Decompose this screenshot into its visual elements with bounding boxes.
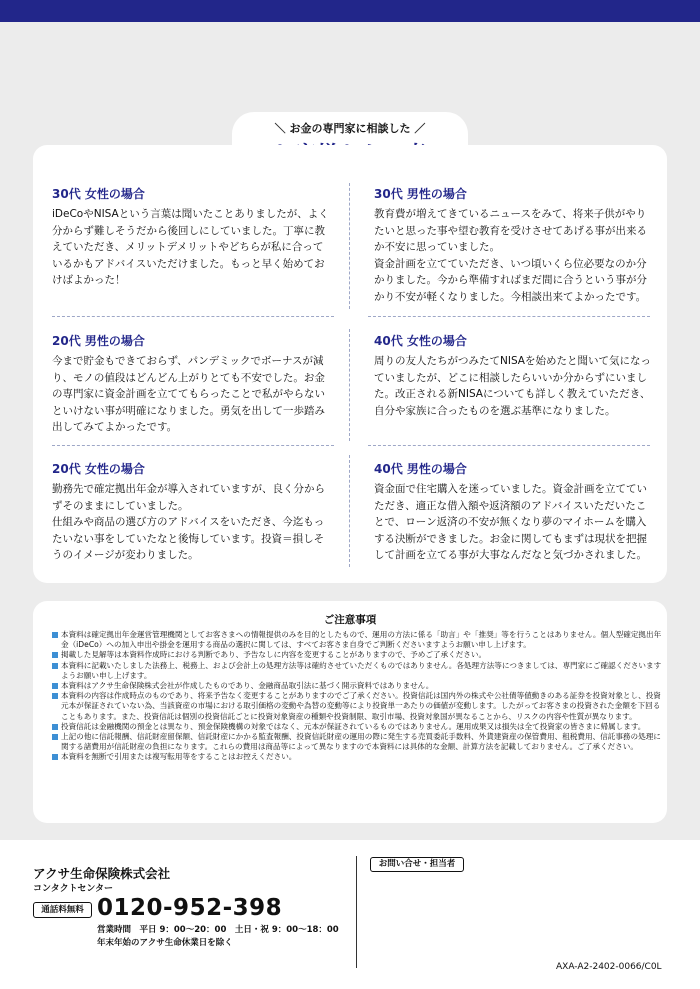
text-line: ただき、適正な借入額や返済額のアドバイスいただいたこ (374, 499, 647, 512)
bullet-square-icon (52, 724, 58, 730)
row-divider (52, 316, 334, 317)
text-line: いるかもアドバイスいただけました。もっと早く始めてお (52, 257, 325, 270)
notice-item (52, 691, 664, 722)
notice-item (52, 732, 664, 752)
text-line: かりました。今から準備すればまだ間に合うという事が分 (374, 274, 647, 286)
testimonial (52, 185, 334, 289)
testimonial-body (374, 353, 656, 419)
phone-number[interactable]: 0120-952-398 (97, 895, 283, 921)
bullet-square-icon (52, 734, 58, 740)
notice-text: 本資料は確定拠出年金運営管理機関としてお客さまへの情報提供のみを目的としたもので、運用の方法に係る「助言」や「推奨」等を行うことはありません。個人型確定拠出年金（iDeCo）への加入申出や掛金を運用する商品の選択に関しては、すべてお客さま自身でご判断くださいますようお願い申し上げます。 (61, 630, 662, 650)
text-line: とで、ローン返済の不安が無くなり夢のマイホームを購入 (374, 516, 647, 528)
business-hours: 営業時間 平日 9：00〜20：00 土日・祝 9：00〜18：00 (97, 925, 339, 935)
text-line: iDeCoやNISAという言葉は聞いたことありましたが、よく (52, 208, 329, 220)
document-code: AXA-A2-2402-0066/C0L (556, 962, 662, 972)
text-line: 自分や家族に合ったものを選ぶ基準になりました。 (374, 404, 616, 417)
text-line: の専門家に資金計画を立ててもらったことで私がやらない (52, 388, 325, 400)
text-line: して計画を立てる事が大事なんだなと気づかされました。 (374, 549, 647, 561)
notice-text: 本資料を無断で引用または複写転用等をすることはお控えください。 (61, 752, 297, 762)
text-line: する決断ができました。お金に関してもまずは現状を把握 (374, 532, 647, 545)
footer-divider (356, 856, 357, 968)
text-line: 今まで貯金もできておらず、パンデミックでボーナスが減 (52, 355, 324, 367)
holiday-note: 年末年始のアクサ生命休業日を除く (97, 938, 233, 948)
bullet-square-icon (52, 693, 58, 699)
bullet-square-icon (52, 683, 58, 689)
testimonial-body (374, 481, 656, 564)
text-line: たいない事をしていたなと後悔しています。投資＝損しそ (52, 532, 325, 545)
notice-item (52, 661, 664, 681)
column-divider (349, 455, 350, 567)
notice-text: 上記の他に信託報酬、信託財産留保額、信託財産にかかる監査報酬、投資信託財産の運用の際に発生する売買委託手数料、外貨建資産の保管費用、租税費用、信託事務の処理に関する諸費用が信託財産の負担になります。これらの費用は商品等によって異なりますので本資料には具体的な金額、計算方法を記載しておりません。ご了承ください。 (61, 732, 661, 752)
text-line: かり不安が軽くなりました。今相談出来てよかったです。 (374, 290, 647, 303)
text-line: ていましたが、どこに相談したらいいか分からずにいまし (374, 371, 647, 384)
testimonial-heading: 20代 女性の場合 (52, 462, 145, 476)
testimonial (52, 332, 334, 436)
notice-text: 本資料に記載いたしました法務上、税務上、および会計上の処理方法等は確約させていただくものではありません。各処理方法等につきましては、専門家にご確認くださいますようお願い申し上げます。 (61, 660, 662, 680)
testimonial-heading: 30代 男性の場合 (374, 187, 467, 201)
notice-item (52, 752, 664, 762)
notice-list (52, 630, 664, 763)
testimonial (52, 460, 334, 564)
bullet-square-icon (52, 632, 58, 638)
row-divider (52, 445, 334, 446)
text-line: といけない事が明確になりました。勇気を出して一歩踏み (52, 404, 325, 417)
notice-text: 本資料の内容は作成時点のものであり、将来予告なく変更することがありますのでご了承ください。投資信託は国内外の株式や公社債等値動きのある証券を投資対象とし、投資元本が保証されていない為、当該資産の市場における取引価格の変動や為替の変動等により投資単一あたりの価値が変動します。したがってお客さまの投資された金額を下回ることもあります。また、投資信託は個別の投資信託ごとに投資対象資産の種類や投資制限、取引市場、投資対象国が異なることから、リスクの内容や性質が異なります。 (61, 691, 661, 721)
notice-item (52, 681, 664, 691)
testimonial (374, 185, 656, 305)
text-line: けばよかった！ (52, 274, 126, 286)
text-line: えていただき、メリットデメリットやどちらが私に合って (52, 241, 324, 253)
text-line: 資金面で住宅購入を迷っていました。資金計画を立ててい (374, 483, 647, 495)
text-line: たいと思った事や望む教育を受けさせてあげる事が出来る (374, 224, 647, 237)
text-line: り、モノの値段はどんどん上がりとても不安でした。お金 (52, 371, 325, 384)
row-divider (368, 445, 650, 446)
text-line: 勤務先で確定拠出年金が導入されていますが、良く分から (52, 483, 325, 495)
text-line: た。改正される新NISAについても詳しく教えていただき、 (374, 388, 651, 400)
notice-title: ご注意事項 (323, 614, 377, 626)
text-line: ずそのままにしていました。 (52, 499, 189, 512)
text-line: うのイメージが変わりました。 (52, 549, 199, 561)
toll-free-badge: 通話料無料 (33, 902, 92, 918)
header-subtitle: ＼ お金の専門家に相談した ／ (274, 122, 426, 135)
testimonial-heading: 30代 女性の場合 (52, 187, 145, 201)
text-line: 周りの友人たちがつみたてNISAを始めたと聞いて気になっ (374, 355, 651, 367)
text-line: か不安に思っていました。 (374, 241, 500, 253)
top-color-bar (0, 0, 700, 22)
bullet-square-icon (52, 663, 58, 669)
notice-text: 掲載した見解等は本資料作成時における判断であり、予告なしに内容を変更することがありますので、予めご了承ください。 (61, 650, 487, 660)
row-divider (368, 316, 650, 317)
bullet-square-icon (52, 754, 58, 760)
header-subtitle-text: お金の専門家に相談した (289, 122, 411, 135)
text-line: 出してみてよかったです。 (52, 421, 178, 433)
department-name: コンタクトセンター (33, 884, 114, 894)
text-line: 分からず難しそうだから後回しにしていました。丁寧に教 (52, 224, 325, 237)
column-divider (349, 183, 350, 309)
testimonial-body (52, 353, 334, 436)
testimonial-heading: 40代 女性の場合 (374, 334, 467, 348)
text-line: 資金計画を立てていただき、いつ頃いくら位必要なのか分 (374, 257, 647, 270)
testimonial (374, 332, 656, 419)
bullet-square-icon (52, 652, 58, 658)
notice-item (52, 722, 664, 732)
contact-label: お問い合せ・担当者 (370, 857, 464, 872)
company-name: アクサ生命保険株式会社 (33, 866, 171, 881)
column-divider (349, 329, 350, 441)
notice-item (52, 630, 664, 650)
testimonial-heading: 40代 男性の場合 (374, 462, 467, 476)
testimonial-body (52, 206, 334, 289)
testimonial (374, 460, 656, 564)
testimonial-heading: 20代 男性の場合 (52, 334, 145, 348)
text-line: 仕組みや商品の選び方のアドバイスをいただき、今迄もっ (52, 516, 325, 528)
text-line: 教育費が増えてきているニュースをみて、将来子供がやり (374, 208, 647, 220)
testimonial-body (374, 206, 656, 305)
notice-text: 本資料はアクサ生命保険株式会社が作成したものであり、金融商品取引法に基づく開示資料ではありません。 (61, 681, 434, 691)
testimonial-body (52, 481, 334, 564)
notice-text: 投資信託は金融機関の預金とは異なり、預金保険機構の対象ではなく、元本が保証されているものではありません。運用成果又は損失は全て投資家の皆さまに帰属します。 (61, 721, 646, 731)
notice-item (52, 650, 664, 660)
